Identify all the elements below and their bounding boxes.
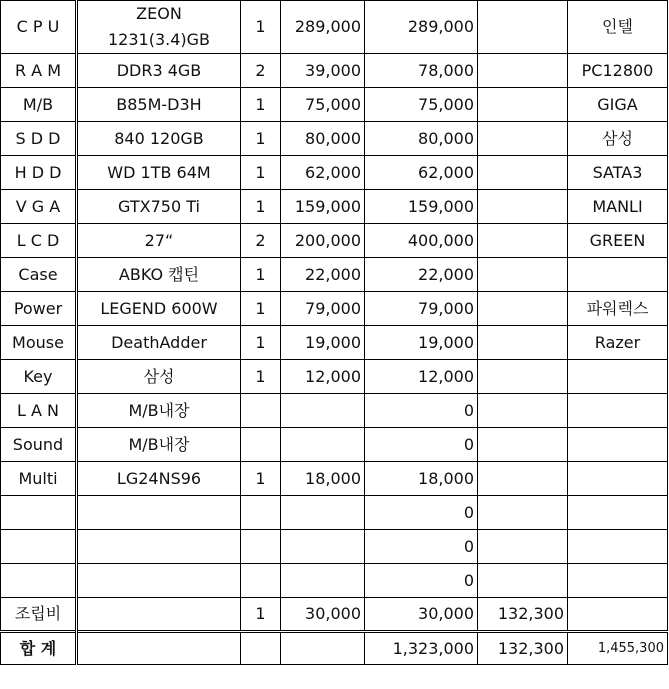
table-row <box>1 530 668 564</box>
amount-cell: 400,000 <box>365 224 478 258</box>
maker-cell: SATA3 <box>568 156 668 190</box>
table-row <box>1 156 668 190</box>
unit-price-cell: 30,000 <box>281 598 365 632</box>
qty-cell: 1 <box>241 1 281 54</box>
total-grand: 1,455,300 <box>568 632 668 665</box>
model-cell <box>77 360 241 394</box>
total-row <box>1 632 668 665</box>
model-cell <box>77 156 241 190</box>
extra-cell <box>478 190 568 224</box>
extra-cell <box>478 224 568 258</box>
unit-price-cell <box>281 530 365 564</box>
table-row <box>1 292 668 326</box>
extra-cell <box>478 1 568 54</box>
maker-cell <box>568 258 668 292</box>
table-row <box>1 224 668 258</box>
qty-cell <box>241 496 281 530</box>
model-cell <box>77 292 241 326</box>
amount-cell: 12,000 <box>365 360 478 394</box>
qty-cell: 1 <box>241 190 281 224</box>
category-cell: 조립비 <box>1 598 77 632</box>
category-cell: Multi <box>1 462 77 496</box>
qty-cell: 2 <box>241 54 281 88</box>
qty-cell: 1 <box>241 598 281 632</box>
maker-cell: GIGA <box>568 88 668 122</box>
maker-cell: 파워렉스 <box>568 292 668 326</box>
unit-price-cell <box>281 496 365 530</box>
category-cell: Key <box>1 360 77 394</box>
maker-cell <box>568 394 668 428</box>
table-row <box>1 54 668 88</box>
amount-cell: 0 <box>365 530 478 564</box>
maker-cell: MANLI <box>568 190 668 224</box>
model-line: M/B내장 <box>128 434 190 454</box>
maker-cell <box>568 360 668 394</box>
qty-cell <box>241 530 281 564</box>
category-cell <box>1 564 77 598</box>
maker-cell <box>568 462 668 496</box>
category-cell <box>1 496 77 530</box>
unit-price-cell: 22,000 <box>281 258 365 292</box>
model-line: DeathAdder <box>111 332 207 352</box>
maker-cell <box>568 530 668 564</box>
category-cell: Sound <box>1 428 77 462</box>
table-row <box>1 496 668 530</box>
total-extra: 132,300 <box>478 632 568 665</box>
model-line: WD 1TB 64M <box>107 162 211 182</box>
qty-cell: 1 <box>241 326 281 360</box>
model-cell <box>77 190 241 224</box>
unit-price-cell: 39,000 <box>281 54 365 88</box>
unit-price-cell: 200,000 <box>281 224 365 258</box>
category-cell: R A M <box>1 54 77 88</box>
table-row <box>1 598 668 632</box>
model-cell <box>77 1 241 54</box>
extra-cell <box>478 156 568 190</box>
extra-cell <box>478 564 568 598</box>
model-cell <box>77 598 241 632</box>
category-cell: H D D <box>1 156 77 190</box>
unit-price-cell: 62,000 <box>281 156 365 190</box>
total-amount: 1,323,000 <box>365 632 478 665</box>
amount-cell: 289,000 <box>365 1 478 54</box>
model-line: ZEON <box>136 4 182 23</box>
unit-price-cell: 289,000 <box>281 1 365 54</box>
qty-cell: 1 <box>241 88 281 122</box>
model-cell <box>77 122 241 156</box>
model-line: ABKO 캡틴 <box>118 264 200 284</box>
table-row <box>1 360 668 394</box>
model-cell <box>77 564 241 598</box>
category-cell: Mouse <box>1 326 77 360</box>
extra-cell <box>478 530 568 564</box>
category-cell <box>1 530 77 564</box>
table-row <box>1 122 668 156</box>
model-cell <box>77 88 241 122</box>
table-row <box>1 258 668 292</box>
extra-cell <box>478 394 568 428</box>
unit-price-cell: 12,000 <box>281 360 365 394</box>
model-line: 삼성 <box>143 366 175 386</box>
maker-cell: PC12800 <box>568 54 668 88</box>
model-line: 27“ <box>144 230 174 250</box>
amount-cell: 79,000 <box>365 292 478 326</box>
model-cell <box>77 496 241 530</box>
qty-cell: 1 <box>241 462 281 496</box>
unit-price-cell: 80,000 <box>281 122 365 156</box>
unit-price-cell: 79,000 <box>281 292 365 326</box>
table-body <box>1 1 668 632</box>
qty-cell: 1 <box>241 360 281 394</box>
amount-cell: 0 <box>365 428 478 462</box>
model-line: 1231(3.4)GB <box>107 30 211 49</box>
unit-price-cell: 159,000 <box>281 190 365 224</box>
extra-cell: 132,300 <box>478 598 568 632</box>
table-row <box>1 326 668 360</box>
table-row <box>1 462 668 496</box>
unit-price-cell: 19,000 <box>281 326 365 360</box>
qty-cell: 1 <box>241 122 281 156</box>
qty-cell <box>241 394 281 428</box>
table-row <box>1 1 668 54</box>
model-cell <box>77 394 241 428</box>
model-cell <box>77 530 241 564</box>
amount-cell: 62,000 <box>365 156 478 190</box>
unit-price-cell: 18,000 <box>281 462 365 496</box>
model-line: DDR3 4GB <box>116 60 202 80</box>
total-unit-price-cell <box>281 632 365 665</box>
category-cell: Power <box>1 292 77 326</box>
qty-cell <box>241 428 281 462</box>
maker-cell <box>568 598 668 632</box>
model-line: B85M-D3H <box>116 94 202 114</box>
maker-cell: 삼성 <box>568 122 668 156</box>
model-cell <box>77 462 241 496</box>
qty-cell: 1 <box>241 258 281 292</box>
amount-cell: 78,000 <box>365 54 478 88</box>
amount-cell: 30,000 <box>365 598 478 632</box>
unit-price-cell: 75,000 <box>281 88 365 122</box>
unit-price-cell <box>281 564 365 598</box>
qty-cell: 1 <box>241 292 281 326</box>
amount-cell: 0 <box>365 564 478 598</box>
maker-cell <box>568 564 668 598</box>
qty-cell: 2 <box>241 224 281 258</box>
extra-cell <box>478 292 568 326</box>
extra-cell <box>478 360 568 394</box>
amount-cell: 0 <box>365 496 478 530</box>
extra-cell <box>478 496 568 530</box>
category-cell: V G A <box>1 190 77 224</box>
table-row <box>1 428 668 462</box>
model-line: GTX750 Ti <box>118 196 200 216</box>
maker-cell <box>568 496 668 530</box>
amount-cell: 22,000 <box>365 258 478 292</box>
table-row <box>1 88 668 122</box>
extra-cell <box>478 462 568 496</box>
extra-cell <box>478 258 568 292</box>
amount-cell: 75,000 <box>365 88 478 122</box>
amount-cell: 18,000 <box>365 462 478 496</box>
model-cell <box>77 224 241 258</box>
maker-cell: Razer <box>568 326 668 360</box>
amount-cell: 0 <box>365 394 478 428</box>
table-row <box>1 190 668 224</box>
unit-price-cell <box>281 394 365 428</box>
maker-cell: 인텔 <box>568 1 668 54</box>
amount-cell: 19,000 <box>365 326 478 360</box>
unit-price-cell <box>281 428 365 462</box>
maker-cell: GREEN <box>568 224 668 258</box>
extra-cell <box>478 88 568 122</box>
extra-cell <box>478 54 568 88</box>
total-qty-cell <box>241 632 281 665</box>
model-line: LG24NS96 <box>116 468 202 488</box>
category-cell: L A N <box>1 394 77 428</box>
model-cell <box>77 54 241 88</box>
model-cell <box>77 428 241 462</box>
model-cell <box>77 258 241 292</box>
qty-cell: 1 <box>241 156 281 190</box>
category-cell: C P U <box>1 1 77 54</box>
maker-cell <box>568 428 668 462</box>
table-row <box>1 564 668 598</box>
total-model-cell <box>77 632 241 665</box>
model-line: LEGEND 600W <box>100 298 218 318</box>
amount-cell: 80,000 <box>365 122 478 156</box>
category-cell: S D D <box>1 122 77 156</box>
extra-cell <box>478 122 568 156</box>
category-cell: M/B <box>1 88 77 122</box>
amount-cell: 159,000 <box>365 190 478 224</box>
total-label: 합 계 <box>1 632 77 665</box>
model-cell <box>77 326 241 360</box>
model-line: M/B내장 <box>128 400 190 420</box>
qty-cell <box>241 564 281 598</box>
category-cell: L C D <box>1 224 77 258</box>
extra-cell <box>478 326 568 360</box>
category-cell: Case <box>1 258 77 292</box>
table-row <box>1 394 668 428</box>
extra-cell <box>478 428 568 462</box>
model-line: 840 120GB <box>114 128 204 148</box>
